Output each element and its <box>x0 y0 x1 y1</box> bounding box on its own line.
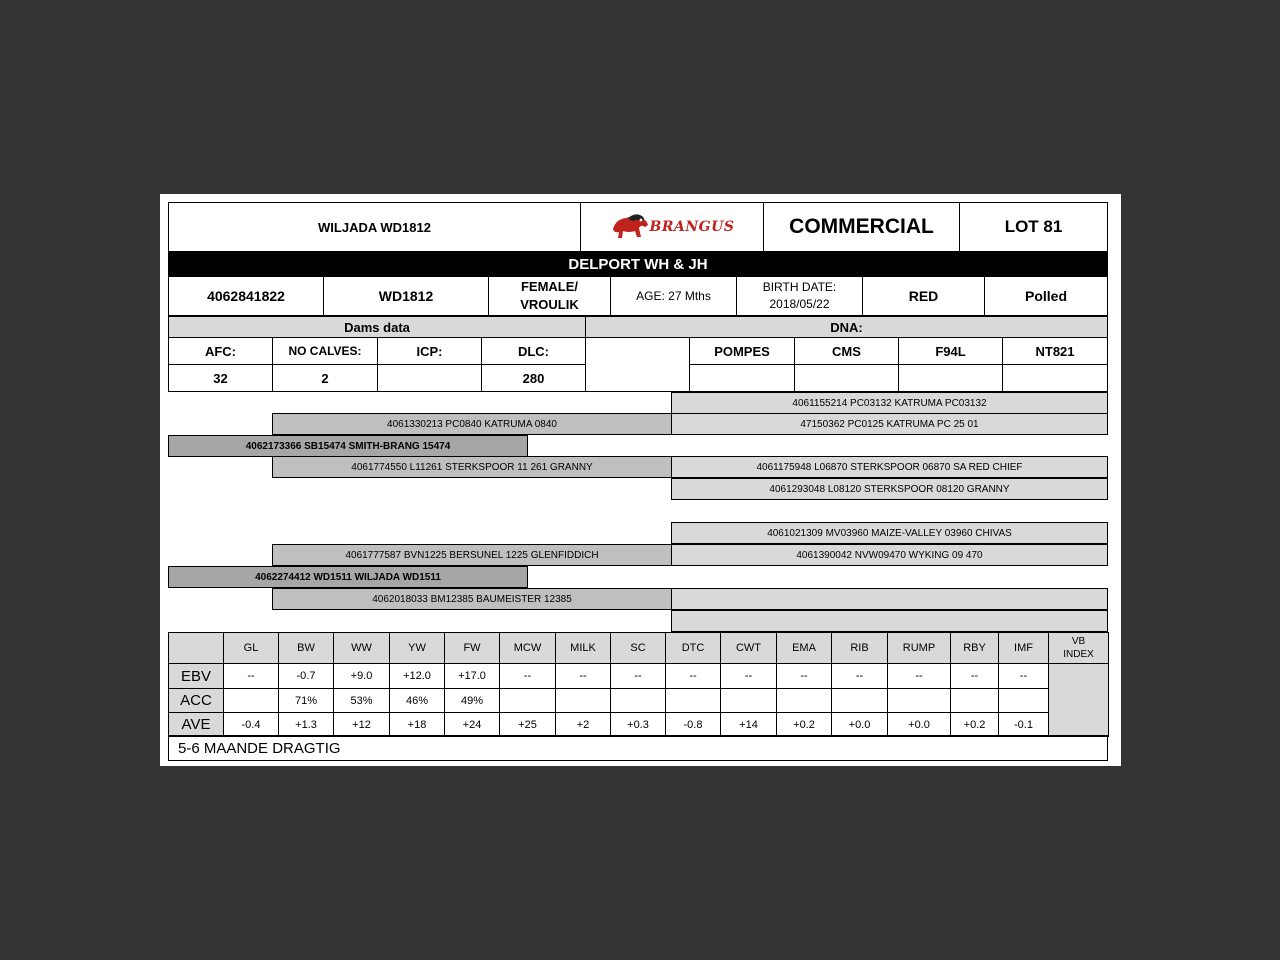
dams-value-afc: 32 <box>168 364 273 392</box>
ebv-cell: +18 <box>389 712 445 737</box>
pedigree-sire-sire-dam: 47150362 PC0125 KATRUMA PC 25 01 <box>671 413 1108 435</box>
dams-label-icp: ICP: <box>377 337 482 365</box>
logo-text: BRANGUS <box>649 219 735 235</box>
dna-value-f94l <box>898 364 1003 392</box>
ebv-header-rib: RIB <box>831 632 888 664</box>
ebv-cell: +0.2 <box>776 712 832 737</box>
ebv-cell: -- <box>665 663 721 689</box>
pedigree-sire-dam: 4061774550 L11261 STERKSPOOR 11 261 GRANNY <box>272 456 672 478</box>
ebv-header-fw: FW <box>444 632 500 664</box>
birth-date-value: 2018/05/22 <box>769 297 830 311</box>
birth-date-label: BIRTH DATE: <box>762 280 837 294</box>
horn-status: Polled <box>984 276 1108 316</box>
ebv-row-label: AVE <box>168 712 224 737</box>
pedigree-dam-sire-dam: 4061390042 NVW09470 WYKING 09 470 <box>671 544 1108 566</box>
ebv-cell: +2 <box>555 712 611 737</box>
ebv-cell <box>998 688 1049 713</box>
ebv-cell <box>610 688 666 713</box>
ebv-header-rump: RUMP <box>887 632 951 664</box>
dna-value-nt821 <box>1002 364 1108 392</box>
lot-number: LOT 81 <box>959 202 1108 252</box>
ebv-cell: +0.0 <box>887 712 951 737</box>
brangus-logo <box>580 202 764 252</box>
sex-line-1: FEMALE/ <box>520 279 579 294</box>
pedigree-dam-dam-sire <box>671 588 1108 610</box>
ebv-header-corner <box>168 632 224 664</box>
ebv-cell: 49% <box>444 688 500 713</box>
ebv-cell: -- <box>499 663 556 689</box>
lot-card <box>160 194 1121 766</box>
dna-value-cms <box>794 364 899 392</box>
ebv-cell: +24 <box>444 712 500 737</box>
pedigree-dam-dam-dam <box>671 610 1108 632</box>
animal-name: WILJADA WD1812 <box>168 202 581 252</box>
pedigree-dam-sire: 4061777587 BVN1225 BERSUNEL 1225 GLENFIDDICH <box>272 544 672 566</box>
ebv-cell: -- <box>776 663 832 689</box>
ebv-cell: -0.4 <box>223 712 279 737</box>
ebv-row-label: EBV <box>168 663 224 689</box>
ebv-header-ww: WW <box>333 632 390 664</box>
dna-label-cms: CMS <box>794 337 899 365</box>
vb-index-label-2: INDEX <box>1063 649 1094 660</box>
ebv-cell <box>831 688 888 713</box>
ebv-cell: -- <box>998 663 1049 689</box>
category: COMMERCIAL <box>763 202 960 252</box>
dna-label-nt821: NT821 <box>1002 337 1108 365</box>
ebv-cell: +12.0 <box>389 663 445 689</box>
ebv-cell: +0.3 <box>610 712 666 737</box>
ebv-cell: +9.0 <box>333 663 390 689</box>
ebv-cell: -- <box>831 663 888 689</box>
ebv-header-ema: EMA <box>776 632 832 664</box>
vb-index-value <box>1048 663 1109 737</box>
ebv-cell: +1.3 <box>278 712 334 737</box>
sex-line-2: VROULIK <box>520 297 579 312</box>
ebv-cell: -- <box>610 663 666 689</box>
ebv-cell: 71% <box>278 688 334 713</box>
ebv-cell <box>887 688 951 713</box>
dams-value-icp <box>377 364 482 392</box>
ebv-cell: -- <box>887 663 951 689</box>
pedigree-dam: 4062274412 WD1511 WILJADA WD1511 <box>168 566 528 588</box>
ebv-cell <box>223 688 279 713</box>
ebv-cell <box>950 688 999 713</box>
ebv-cell: +17.0 <box>444 663 500 689</box>
animal-code: WD1812 <box>323 276 489 316</box>
ebv-header-bw: BW <box>278 632 334 664</box>
birth-date <box>736 276 863 316</box>
dna-title: DNA: <box>585 316 1108 338</box>
pedigree-sire-dam-sire: 4061175948 L06870 STERKSPOOR 06870 SA RED CHIEF <box>671 456 1108 478</box>
ebv-cell: -- <box>950 663 999 689</box>
animal-age: AGE: 27 Mths <box>610 276 737 316</box>
ebv-header-dtc: DTC <box>665 632 721 664</box>
ebv-cell: -0.8 <box>665 712 721 737</box>
ebv-cell <box>776 688 832 713</box>
ebv-cell: -- <box>555 663 611 689</box>
ebv-header-imf: IMF <box>998 632 1049 664</box>
ebv-cell: -0.1 <box>998 712 1049 737</box>
pedigree-dam-sire-sire: 4061021309 MV03960 MAIZE-VALLEY 03960 CHIVAS <box>671 522 1108 544</box>
dna-value-pompes <box>689 364 795 392</box>
ebv-header-rby: RBY <box>950 632 999 664</box>
bull-icon <box>610 210 650 244</box>
ebv-cell <box>665 688 721 713</box>
pedigree-sire-sire: 4061330213 PC0840 KATRUMA 0840 <box>272 413 672 435</box>
owner-bar: DELPORT WH & JH <box>168 252 1108 276</box>
ebv-header-yw: YW <box>389 632 445 664</box>
animal-sex <box>488 276 611 316</box>
pedigree-dam-dam: 4062018033 BM12385 BAUMEISTER 12385 <box>272 588 672 610</box>
ebv-cell: -- <box>223 663 279 689</box>
ebv-cell <box>720 688 777 713</box>
dams-label-no-calves: NO CALVES: <box>272 337 378 365</box>
ebv-cell: +25 <box>499 712 556 737</box>
dna-blank-cell <box>585 337 690 392</box>
pedigree-sire: 4062173366 SB15474 SMITH-BRANG 15474 <box>168 435 528 457</box>
dna-label-f94l: F94L <box>898 337 1003 365</box>
ebv-cell: -0.7 <box>278 663 334 689</box>
pedigree-sire-dam-dam: 4061293048 L08120 STERKSPOOR 08120 GRANNY <box>671 478 1108 500</box>
animal-id: 4062841822 <box>168 276 324 316</box>
pedigree-sire-sire-sire: 4061155214 PC03132 KATRUMA PC03132 <box>671 392 1108 414</box>
ebv-cell: +14 <box>720 712 777 737</box>
ebv-cell: 46% <box>389 688 445 713</box>
dams-value-no-calves: 2 <box>272 364 378 392</box>
dams-label-dlc: DLC: <box>481 337 586 365</box>
ebv-cell: +12 <box>333 712 390 737</box>
ebv-header-sc: SC <box>610 632 666 664</box>
animal-color: RED <box>862 276 985 316</box>
ebv-header-vb-index <box>1048 632 1109 664</box>
dams-value-dlc: 280 <box>481 364 586 392</box>
dna-label-pompes: POMPES <box>689 337 795 365</box>
ebv-cell: +0.0 <box>831 712 888 737</box>
ebv-cell: +0.2 <box>950 712 999 737</box>
ebv-header-milk: MILK <box>555 632 611 664</box>
note: 5-6 MAANDE DRAGTIG <box>168 735 1108 761</box>
ebv-header-mcw: MCW <box>499 632 556 664</box>
dams-data-title: Dams data <box>168 316 586 338</box>
ebv-header-cwt: CWT <box>720 632 777 664</box>
ebv-cell <box>555 688 611 713</box>
dams-label-afc: AFC: <box>168 337 273 365</box>
ebv-row-label: ACC <box>168 688 224 713</box>
vb-index-label-1: VB <box>1071 636 1086 647</box>
ebv-cell: -- <box>720 663 777 689</box>
ebv-cell <box>499 688 556 713</box>
ebv-cell: 53% <box>333 688 390 713</box>
ebv-header-gl: GL <box>223 632 279 664</box>
